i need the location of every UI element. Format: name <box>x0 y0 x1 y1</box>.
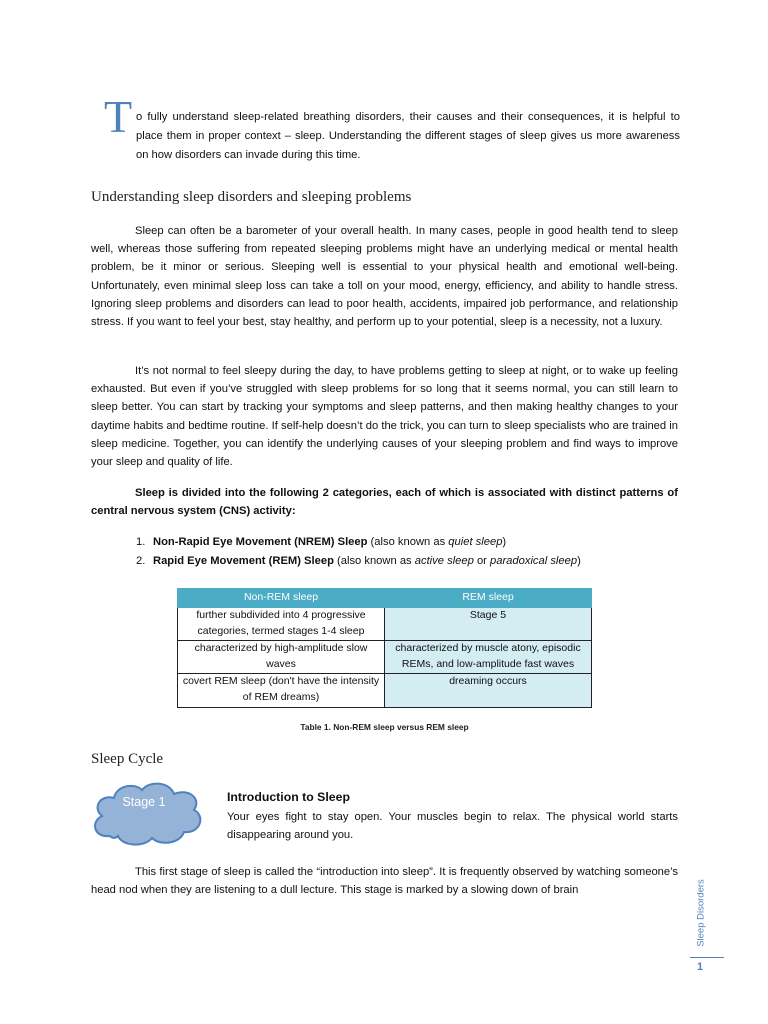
table-row <box>178 674 592 707</box>
category-name: Rapid Eye Movement (REM) Sleep <box>153 554 334 567</box>
page-number: 1 <box>697 961 704 973</box>
stage-description: Your eyes fight to stay open. Your muscles begin to relax. The physical world starts disappearing around you. <box>227 811 678 842</box>
list-item <box>136 533 581 552</box>
running-header-label: Sleep Disorders <box>695 879 707 947</box>
sleep-comparison-table <box>177 588 592 708</box>
intro-block <box>104 91 680 165</box>
cloud-shape-icon <box>88 778 206 848</box>
footer-divider <box>690 957 724 958</box>
drop-cap: T <box>104 91 133 142</box>
category-alias-alt: paradoxical sleep <box>490 554 578 567</box>
paragraph-not-normal: It’s not normal to feel sleepy during the day, to have problems getting to sleep at night, or to wake up feeling exhausted. But even if you’ve struggled with sleep problems for so long that it seems normal, you can still learn to sleep better. You can start by tracking your symptoms and sleep patterns, and then making healthy changes to your daytime habits and bedtime routine. If self-help doesn’t do the trick, you can turn to sleep specialists who are trained in sleep medicine. Together, you can identify the underlying causes of your sleeping problem and find ways to improve your sleep and quality of life. <box>91 365 678 469</box>
category-name: Non-Rapid Eye Movement (NREM) Sleep <box>153 536 368 548</box>
list-number: 1. <box>136 536 146 548</box>
stage-label: Stage 1 <box>122 795 166 809</box>
list-number: 2. <box>136 554 146 567</box>
side-running-header <box>694 870 708 956</box>
sleep-category-list <box>136 533 581 570</box>
category-alias: active sleep <box>414 554 474 567</box>
paragraph-first-stage: This first stage of sleep is called the “introduction into sleep”. It is frequently observed by watching someone’s head nod when they are listening to a dull lecture. This stage is marked by a slowing down of brain <box>91 866 678 897</box>
header-rem: REM sleep <box>385 589 592 608</box>
header-non-rem: Non-REM sleep <box>178 589 385 608</box>
section-heading-sleep-cycle: Sleep Cycle <box>91 751 164 767</box>
table-header-row <box>178 589 592 608</box>
category-alias: quiet sleep <box>448 536 503 548</box>
table-caption: Table 1. Non-REM sleep versus REM sleep <box>300 722 469 732</box>
table-row <box>178 641 592 674</box>
category-conjunction: or <box>473 554 491 567</box>
table-cell: Stage 5 <box>385 608 592 641</box>
stage-title: Introduction to Sleep <box>227 790 350 804</box>
table-cell: characterized by muscle atony, episodic REMs, and low-amplitude fast waves <box>385 641 592 674</box>
paragraph-categories-intro: Sleep is divided into the following 2 categories, each of which is associated with distinct patterns of central nervous system (CNS) activity: <box>91 487 678 518</box>
category-note: (also known as <box>367 536 449 548</box>
section-heading-sleep-disorders: Understanding sleep disorders and sleeping problems <box>91 189 412 205</box>
intro-paragraph: o fully understand sleep-related breathing disorders, their causes and their consequences, it is helpful to place them in proper context – sleep. Understanding the different stages of sleep gives us more awareness on how disorders can invade during this time. <box>136 111 680 161</box>
paragraph-health-barometer: Sleep can often be a barometer of your overall health. In many cases, people in good health tend to sleep well, whereas those suffering from repeated sleeping problems might have an underlying medical or mental health problem, be it minor or serious. Sleeping well is essential to your physical health and emotional well-being. Unfortunately, even minimal sleep loss can take a toll on your mood, energy, efficiency, and ability to handle stress. Ignoring sleep problems and disorders can lead to poor health, accidents, impaired job performance, and relationship stress. If you want to feel your best, stay healthy, and perform up to your potential, sleep is a necessity, not a luxury. <box>91 225 678 329</box>
category-note-end: ) <box>502 536 507 548</box>
cloud-outline <box>95 784 200 845</box>
table-cell: dreaming occurs <box>385 674 592 707</box>
table-row <box>178 608 592 641</box>
list-item <box>136 552 581 571</box>
table-cell: covert REM sleep (don't have the intensity of REM dreams) <box>178 674 385 707</box>
category-note-end: ) <box>577 554 581 567</box>
table-cell: further subdivided into 4 progressive categories, termed stages 1-4 sleep <box>178 608 385 641</box>
table-cell: characterized by high-amplitude slow waves <box>178 641 385 674</box>
category-note: (also known as <box>333 554 415 567</box>
